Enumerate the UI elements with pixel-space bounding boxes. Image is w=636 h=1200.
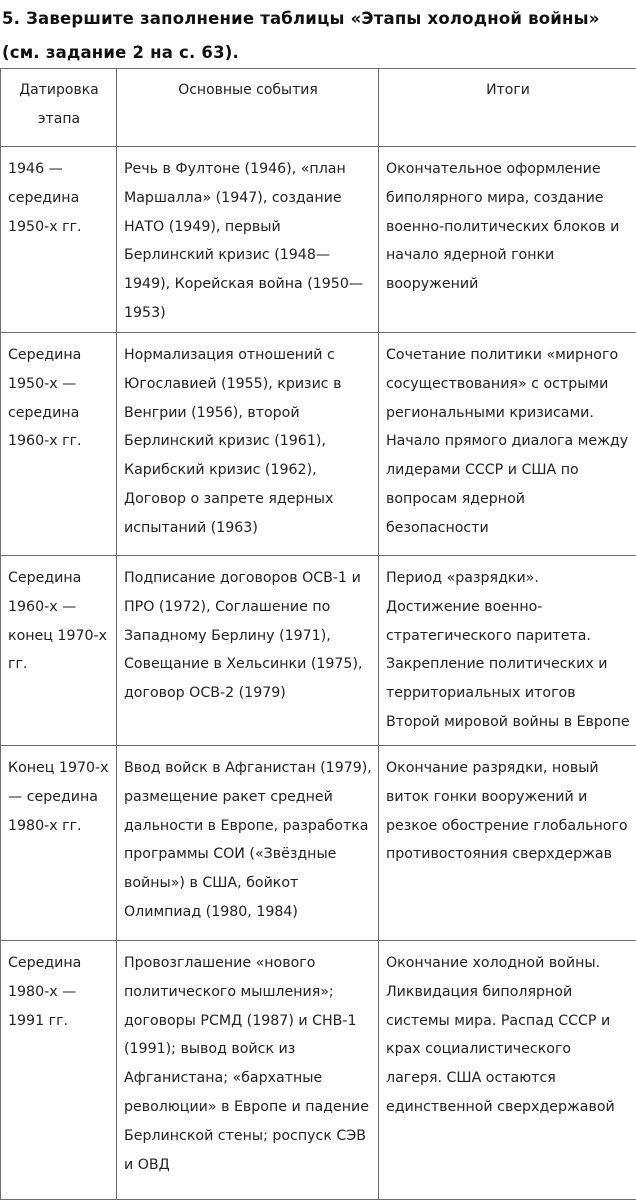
table-row [1,333,636,556]
cell-events: Ввод войск в Афганистан (1979), размещение ракет средней дальности в Европе, разработка программы СОИ («Звёздные войны») в США, бойкот Олимпиад (1980, 1984) [117,746,379,941]
header-date: Датировка этапа [1,69,117,147]
cell-date: Середина 1960-х — конец 1970-х гг. [1,556,117,746]
cell-events: Нормализация отношений с Югославией (1955), кризис в Венгрии (1956), второй Берлинский кризис (1961), Карибский кризис (1962), Договор о запрете ядерных испытаний (1963) [117,333,379,556]
table-header-row [1,69,636,147]
cell-date: 1946 — середина 1950-х гг. [1,147,117,333]
table-row [1,147,636,333]
task-title: 5. Завершите заполнение таблицы «Этапы холодной войны» (см. задание 2 на с. 63). [2,2,634,70]
header-results: Итоги [379,69,636,147]
cell-events: Речь в Фултоне (1946), «план Маршалла» (1947), создание НАТО (1949), первый Берлинский кризис (1948—1949), Корейская война (1950—1953) [117,147,379,333]
cell-results: Окончательное оформление биполярного мира, создание военно-политических блоков и начало ядерной гонки вооружений [379,147,636,333]
table-row [1,556,636,746]
cell-results: Окончание разрядки, новый виток гонки вооружений и резкое обострение глобального противостояния сверхдержав [379,746,636,941]
cell-date: Конец 1970-х — середина 1980-х гг. [1,746,117,941]
cell-results: Окончание холодной войны. Ликвидация биполярной системы мира. Распад СССР и крах социалистического лагеря. США остаются единственной сверхдержавой [379,941,636,1200]
cell-date: Середина 1950-х — середина 1960-х гг. [1,333,117,556]
table-row [1,941,636,1200]
header-events: Основные события [117,69,379,147]
table-row [1,746,636,941]
cell-results: Сочетание политики «мирного сосуществования» с острыми региональными кризисами. Начало прямого диалога между лидерами СССР и США по вопросам ядерной безопасности [379,333,636,556]
cell-events: Подписание договоров ОСВ-1 и ПРО (1972), Соглашение по Западному Берлину (1971), Совещание в Хельсинки (1975), договор ОСВ-2 (1979) [117,556,379,746]
cell-events: Провозглашение «нового политического мышления»; договоры РСМД (1987) и СНВ-1 (1991); вывод войск из Афганистана; «бархатные революции» в Европе и падение Берлинской стены; роспуск СЭВ и ОВД [117,941,379,1200]
cell-results: Период «разрядки». Достижение военно-стратегического паритета. Закрепление политических и территориальных итогов Второй мировой войны в Европе [379,556,636,746]
cold-war-stages-table [0,68,636,1200]
cell-date: Середина 1980-х — 1991 гг. [1,941,117,1200]
